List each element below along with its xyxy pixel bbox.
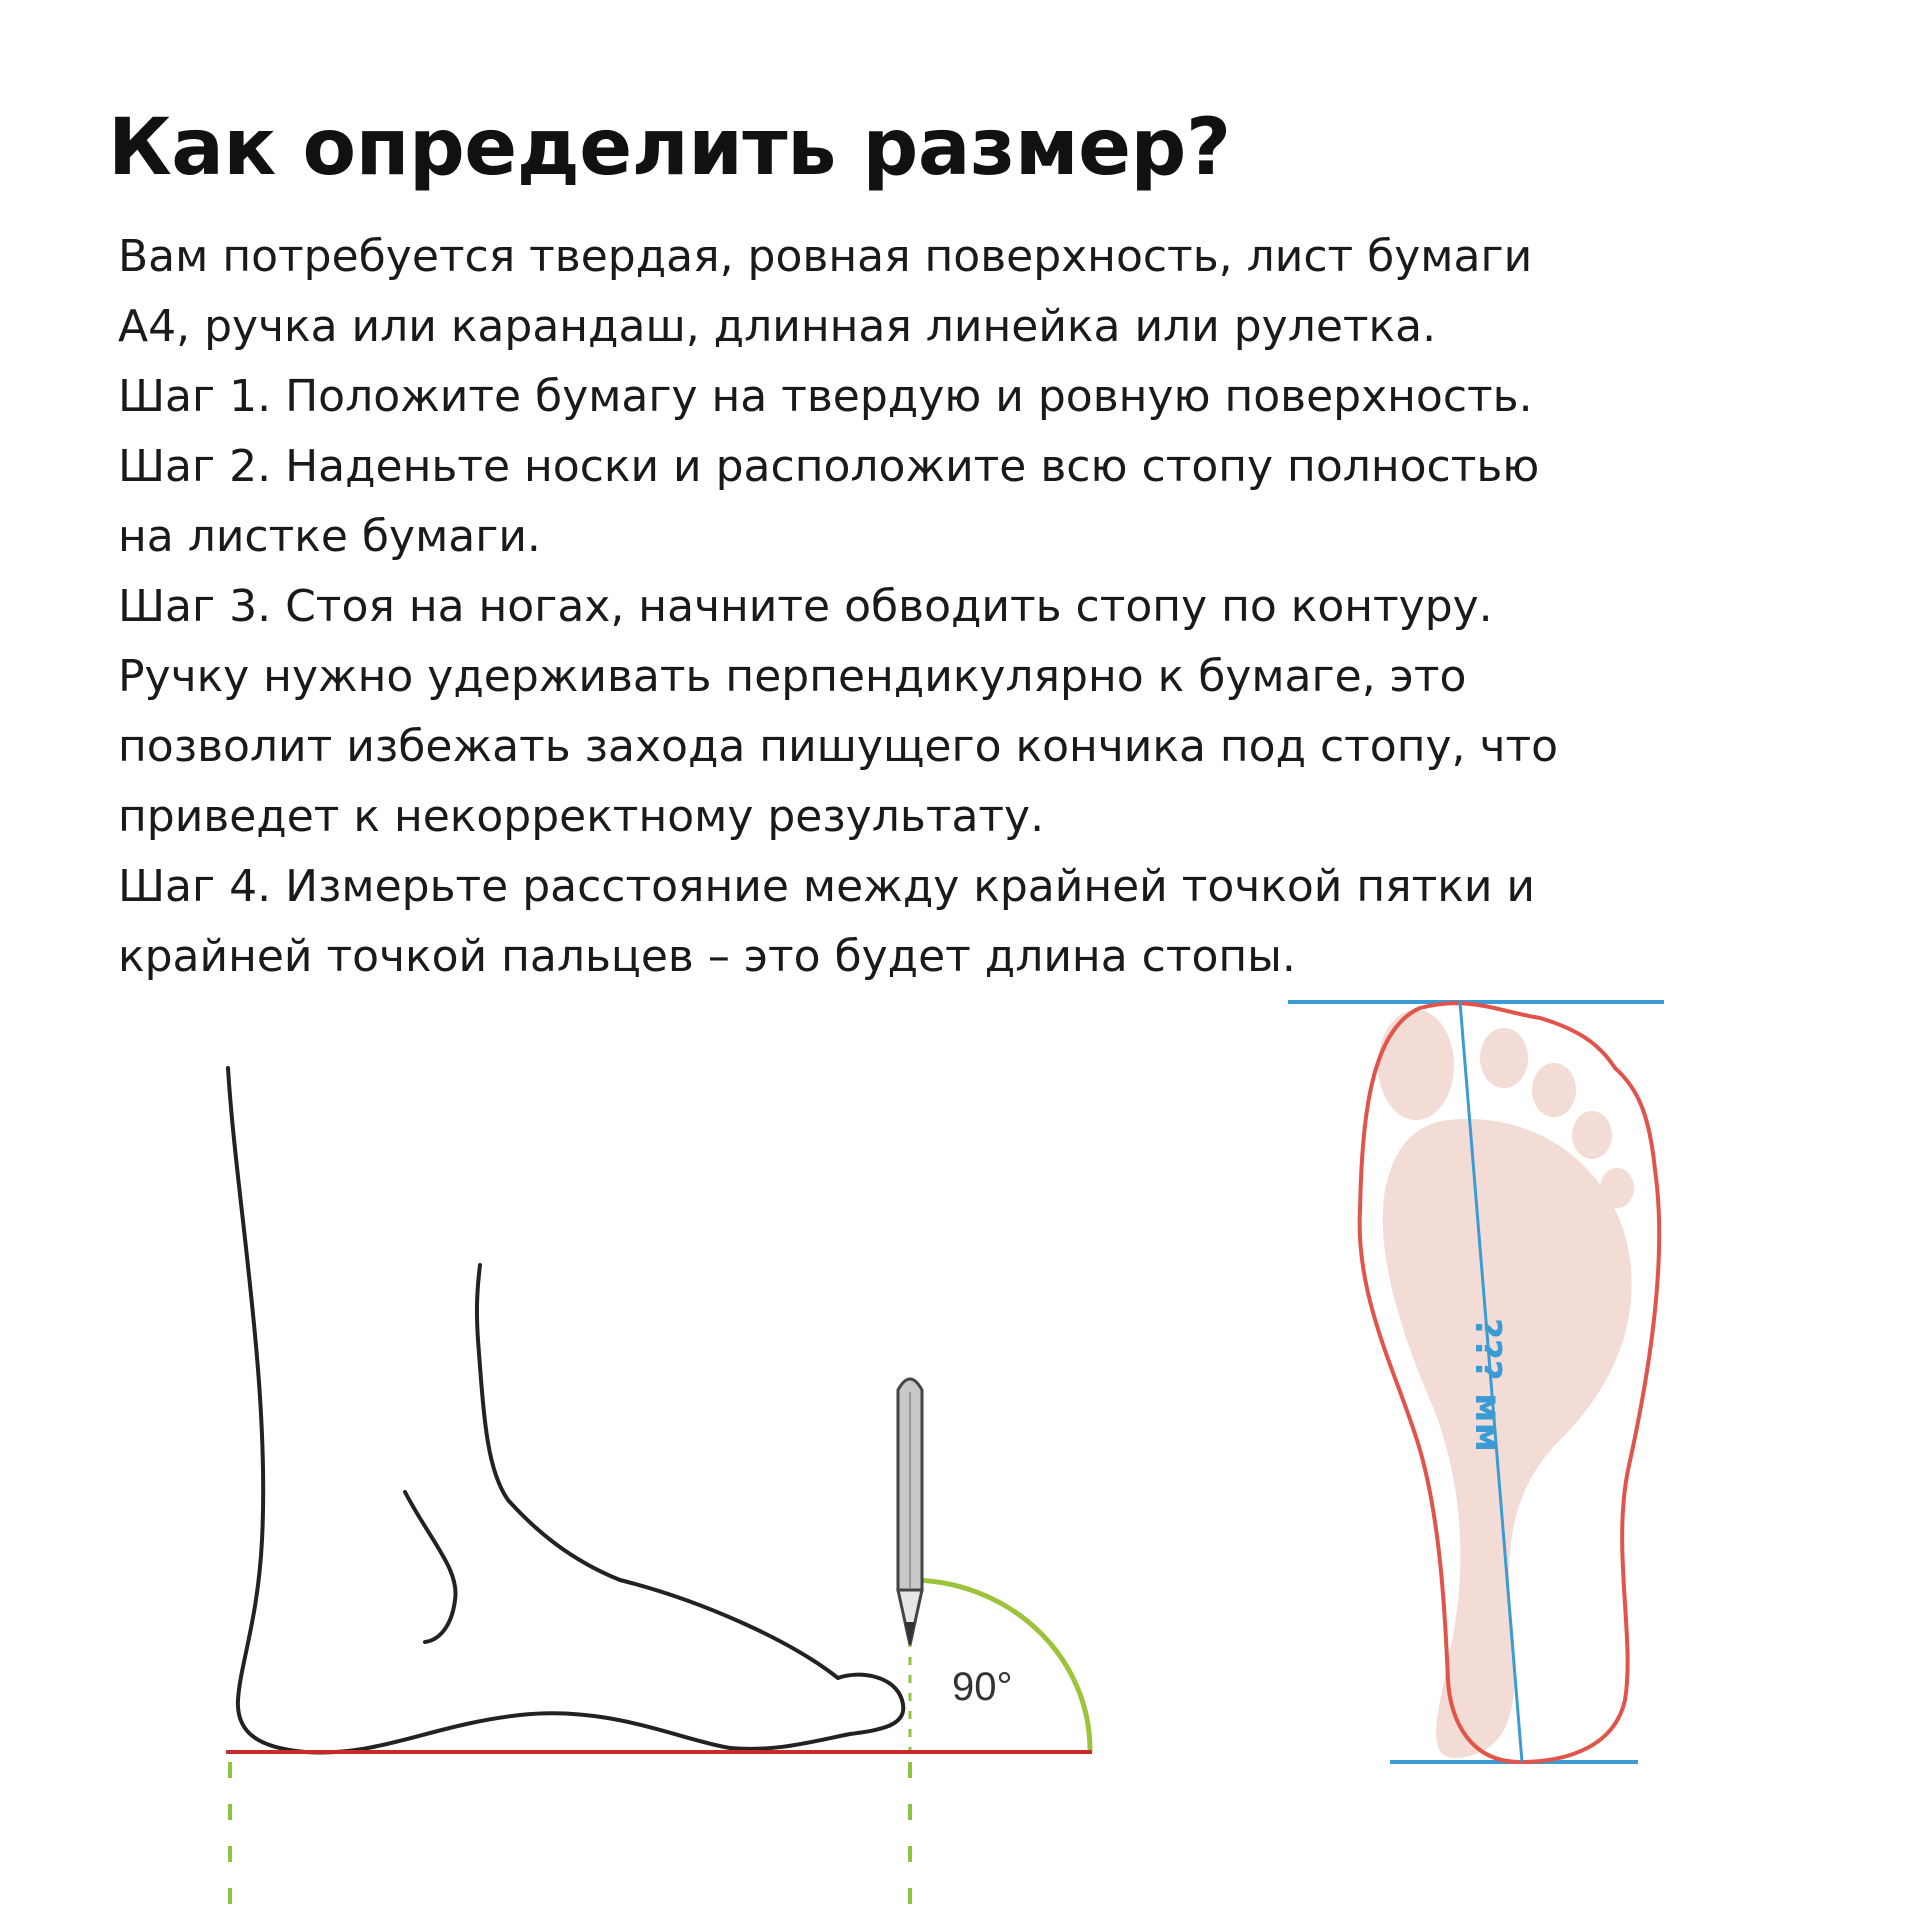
step-2-line: Шаг 2. Наденьте носки и расположите всю стопу полностью [118,441,1540,492]
step-3-line-cont: приведет к некорректному результату. [118,791,1045,842]
step-3-line-cont: позволит избежать захода пишущего кончика под стопу, что [118,721,1559,772]
step-3-line: Шаг 3. Стоя на ногах, начните обводить стопу по контуру. [118,581,1493,632]
instruction-line: Вам потребуется твердая, ровная поверхность, лист бумаги [118,231,1533,282]
step-4-line-cont: крайней точкой пальцев – это будет длина стопы. [118,931,1296,982]
angle-label: 90° [952,1665,1013,1709]
ankle-curve [405,1492,456,1642]
step-3-line-cont: Ручку нужно удерживать перпендикулярно к бумаге, это [118,651,1467,702]
pencil-icon [898,1379,922,1645]
page-title: Как определить размер? [108,103,1231,193]
length-label: ??? мм [1467,1317,1508,1453]
side-foot-outline [228,1068,903,1753]
step-4-line: Шаг 4. Измерьте расстояние между крайней точкой пятки и [118,861,1536,912]
instruction-line: А4, ручка или карандаш, длинная линейка или рулетка. [118,301,1437,352]
step-1-line: Шаг 1. Положите бумагу на твердую и ровную поверхность. [118,371,1533,422]
step-2-line-cont: на листке бумаги. [118,511,541,562]
foot-top-view [1288,1002,1664,1762]
